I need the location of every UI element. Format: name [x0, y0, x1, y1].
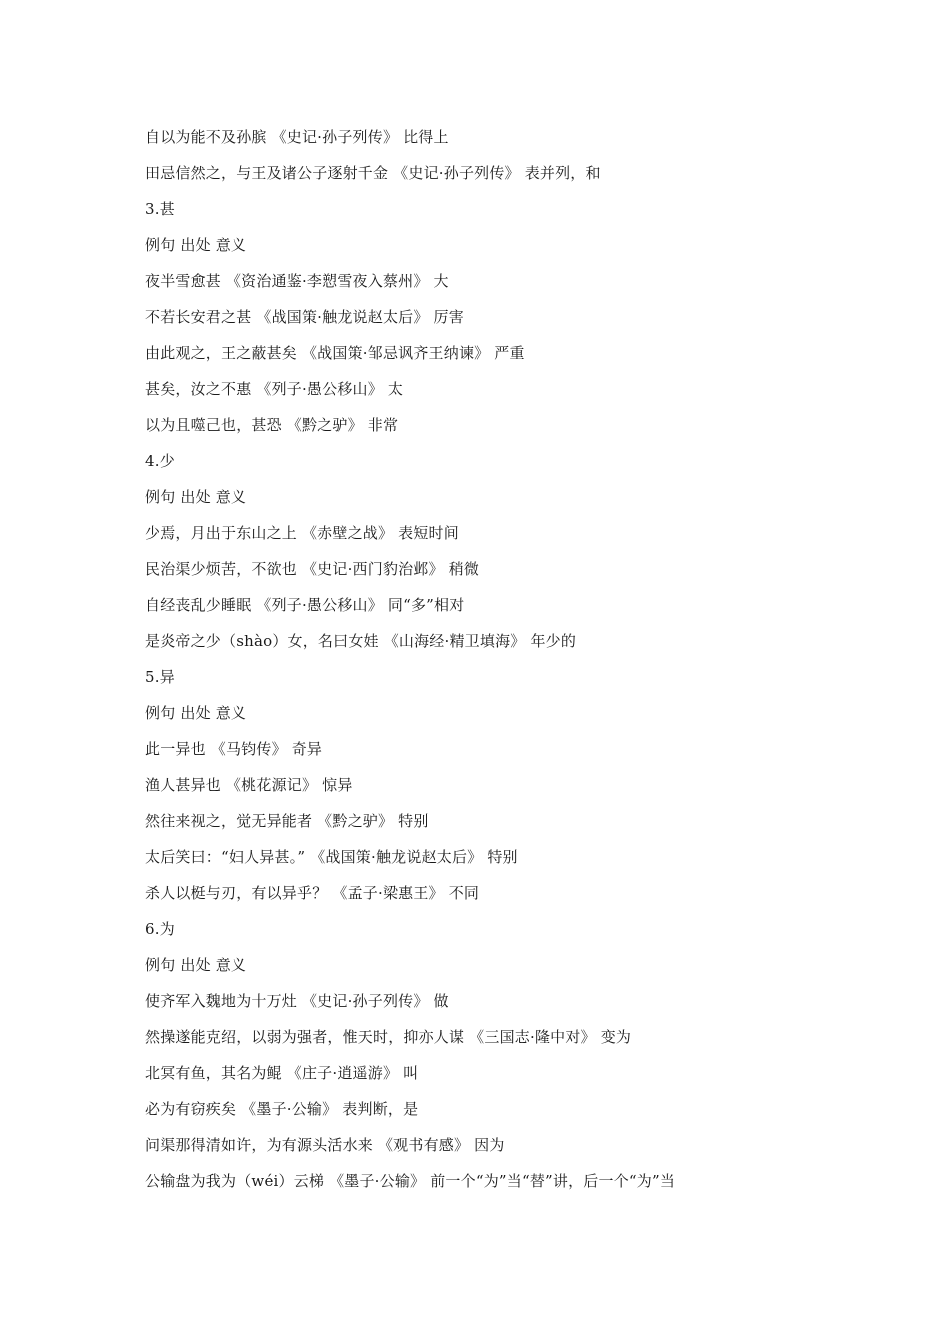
text-line: 甚矣，汝之不惠 《列子·愚公移山》 太: [145, 380, 404, 398]
text-line: 不若长安君之甚 《战国策·触龙说赵太后》 厉害: [145, 308, 464, 326]
section-heading: 3.甚: [145, 200, 175, 218]
text-line: 太后笑曰：“妇人异甚。” 《战国策·触龙说赵太后》 特别: [145, 848, 518, 866]
text-line: 渔人甚异也 《桃花源记》 惊异: [145, 776, 353, 794]
text-line: 公输盘为我为（wéi）云梯 《墨子·公输》 前一个“为”当“替”讲，后一个“为”当: [145, 1172, 676, 1190]
text-line: 然操遂能克绍，以弱为强者，惟天时，抑亦人谋 《三国志·隆中对》 变为: [145, 1028, 632, 1046]
section-heading: 4.少: [145, 452, 175, 470]
text-line: 夜半雪愈甚 《资治通鉴·李愬雪夜入蔡州》 大: [145, 272, 449, 290]
text-line: 由此观之，王之蔽甚矣 《战国策·邹忌讽齐王纳谏》 严重: [145, 344, 525, 362]
text-line: 问渠那得清如许，为有源头活水来 《观书有感》 因为: [145, 1136, 505, 1154]
text-line: 自以为能不及孙膑 《史记·孙子列传》 比得上: [145, 128, 449, 146]
text-line: 北冥有鱼，其名为鲲 《庄子·逍遥游》 叫: [145, 1064, 419, 1082]
text-line: 以为且噬己也，甚恐 《黔之驴》 非常: [145, 416, 399, 434]
table-header: 例句 出处 意义: [145, 488, 247, 506]
text-line: 少焉，月出于东山之上 《赤壁之战》 表短时间: [145, 524, 459, 542]
text-line: 杀人以梃与刃，有以异乎？ 《孟子·梁惠王》 不同: [145, 884, 480, 902]
text-line: 必为有窃疾矣 《墨子·公输》 表判断，是: [145, 1100, 419, 1118]
table-header: 例句 出处 意义: [145, 236, 247, 254]
document-page: [145, 123, 825, 1203]
text-line: 是炎帝之少（shào）女，名曰女娃 《山海经·精卫填海》 年少的: [145, 632, 577, 650]
table-header: 例句 出处 意义: [145, 956, 247, 974]
text-line: 自经丧乱少睡眠 《列子·愚公移山》 同“多”相对: [145, 596, 465, 614]
section-heading: 6.为: [145, 920, 175, 938]
text-line: 然往来视之，觉无异能者 《黔之驴》 特别: [145, 812, 429, 830]
text-line: 田忌信然之，与王及诸公子逐射千金 《史记·孙子列传》 表并列，和: [145, 164, 601, 182]
text-line: 使齐军入魏地为十万灶 《史记·孙子列传》 做: [145, 992, 449, 1010]
table-header: 例句 出处 意义: [145, 704, 247, 722]
text-line: 此一异也 《马钧传》 奇异: [145, 740, 323, 758]
text-line: 民治渠少烦苦，不欲也 《史记·西门豹治邺》 稍微: [145, 560, 480, 578]
section-heading: 5.异: [145, 668, 175, 686]
